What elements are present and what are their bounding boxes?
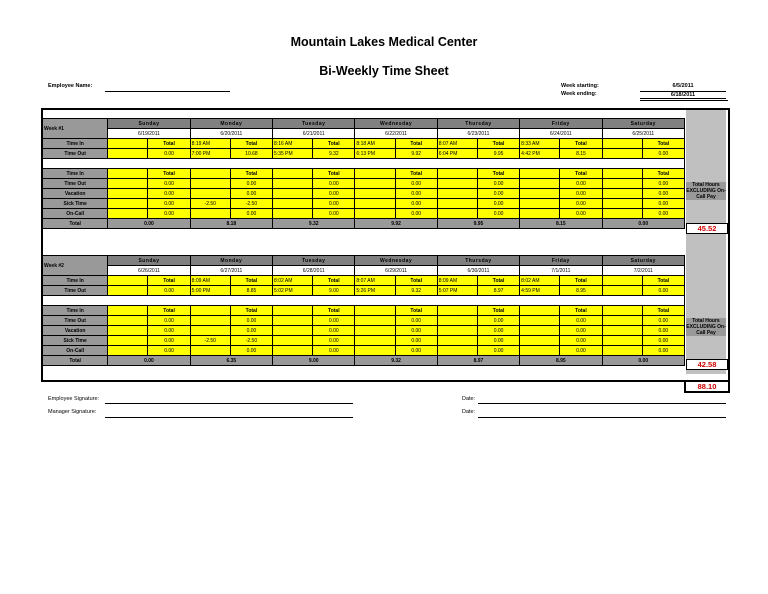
time-out-cell[interactable]: 5:26 PM — [355, 286, 395, 296]
sick-input-cell[interactable] — [108, 336, 148, 346]
sick-input-cell[interactable] — [602, 336, 642, 346]
oncall-input-cell[interactable] — [273, 346, 313, 356]
shift-total-cell: 0.00 — [148, 149, 190, 159]
time-out-cell[interactable]: 5:02 PM — [273, 286, 313, 296]
out-total-cell: 0.00 — [642, 179, 684, 189]
time-in-cell[interactable]: 8:19 AM — [190, 139, 230, 149]
day-total-cell: 9.92 — [355, 219, 437, 229]
day-date: 6/29/2011 — [355, 266, 437, 276]
out-input-cell[interactable] — [273, 316, 313, 326]
day-date: 6/28/2011 — [273, 266, 355, 276]
vacation-total-cell: 0.00 — [477, 189, 519, 199]
out-total-cell: 0.00 — [395, 316, 437, 326]
day-name: Wednesday — [355, 256, 437, 266]
row-label-total: Total — [43, 219, 108, 229]
out-total-cell: 0.00 — [148, 316, 190, 326]
oncall-input-cell[interactable] — [108, 346, 148, 356]
time-in-2-cell[interactable] — [355, 306, 395, 316]
time-in-2-cell[interactable] — [520, 169, 560, 179]
vacation-input-cell[interactable] — [190, 326, 230, 336]
time-out-cell[interactable] — [108, 286, 148, 296]
sick-input-cell[interactable] — [602, 199, 642, 209]
out-total-cell: 0.00 — [477, 179, 519, 189]
vacation-total-cell: 0.00 — [313, 189, 355, 199]
time-in-2-cell[interactable] — [355, 169, 395, 179]
shift-total-cell: 8.95 — [560, 286, 602, 296]
day-name: Thursday — [437, 256, 519, 266]
total-header-cell: Total — [148, 139, 190, 149]
week2-side-note: Total Hours EXCLUDING On-Call Pay — [686, 318, 726, 336]
sick-total-cell: 0.00 — [477, 336, 519, 346]
total-header-cell: Total — [560, 306, 602, 316]
time-out-cell[interactable]: 4:59 PM — [520, 286, 560, 296]
week-ending-value[interactable]: 6/18/2011 — [640, 91, 726, 99]
employee-date-line[interactable] — [478, 403, 726, 404]
day-date: 6/26/2011 — [108, 266, 190, 276]
vacation-total-cell: 0.00 — [642, 189, 684, 199]
day-total-cell: 6.35 — [190, 356, 272, 366]
vacation-input-cell[interactable] — [437, 189, 477, 199]
shift-total-cell: 8.97 — [477, 286, 519, 296]
total-header-cell: Total — [395, 169, 437, 179]
row-label-time-out: Time Out — [43, 149, 108, 159]
oncall-total-cell: 0.00 — [230, 209, 272, 219]
page-title: Mountain Lakes Medical Center — [290, 35, 478, 49]
vacation-total-cell: 0.00 — [395, 326, 437, 336]
day-date: 6/27/2011 — [190, 266, 272, 276]
sick-total-cell: 0.00 — [313, 336, 355, 346]
total-header-cell: Total — [560, 169, 602, 179]
time-in-cell[interactable]: 8:07 AM — [355, 276, 395, 286]
separator — [43, 296, 685, 306]
sick-total-cell: 0.00 — [642, 336, 684, 346]
total-header-cell: Total — [642, 306, 684, 316]
vacation-input-cell[interactable] — [437, 326, 477, 336]
vacation-total-cell: 0.00 — [395, 189, 437, 199]
sick-total-cell: 0.00 — [148, 199, 190, 209]
total-header-cell: Total — [477, 139, 519, 149]
out-input-cell[interactable] — [273, 179, 313, 189]
row-label-time-out-2: Time Out — [43, 179, 108, 189]
vacation-input-cell[interactable] — [190, 189, 230, 199]
vacation-total-cell: 0.00 — [477, 326, 519, 336]
shift-total-cell: 0.00 — [148, 286, 190, 296]
oncall-total-cell: 0.00 — [560, 346, 602, 356]
oncall-input-cell[interactable] — [437, 346, 477, 356]
total-header-cell: Total — [313, 169, 355, 179]
oncall-total-cell: 0.00 — [313, 346, 355, 356]
week-starting-label: Week starting: — [561, 83, 599, 89]
day-total-cell: 9.00 — [273, 356, 355, 366]
row-label-time-in: Time In — [43, 276, 108, 286]
day-total-cell: 9.95 — [437, 219, 519, 229]
time-out-cell[interactable]: 7:00 PM — [190, 149, 230, 159]
out-input-cell[interactable] — [108, 316, 148, 326]
vacation-input-cell[interactable] — [273, 326, 313, 336]
vacation-input-cell[interactable] — [520, 189, 560, 199]
total-header-cell: Total — [560, 276, 602, 286]
sick-total-cell: 0.00 — [642, 199, 684, 209]
out-input-cell[interactable] — [602, 179, 642, 189]
time-in-cell[interactable]: 8:33 AM — [520, 139, 560, 149]
day-name: Saturday — [602, 256, 684, 266]
day-total-cell: 8.15 — [520, 219, 602, 229]
vacation-total-cell: 0.00 — [230, 326, 272, 336]
vacation-total-cell: 0.00 — [642, 326, 684, 336]
day-date: 6/25/2011 — [602, 129, 684, 139]
vacation-input-cell[interactable] — [355, 189, 395, 199]
time-in-cell[interactable] — [108, 276, 148, 286]
time-in-cell[interactable]: 8:09 AM — [437, 276, 477, 286]
out-total-cell: 0.00 — [148, 179, 190, 189]
time-in-2-cell[interactable] — [190, 306, 230, 316]
total-header-cell: Total — [148, 169, 190, 179]
day-name: Monday — [190, 256, 272, 266]
shift-total-cell: 8.85 — [230, 286, 272, 296]
sick-total-cell: 0.00 — [560, 199, 602, 209]
out-input-cell[interactable] — [355, 179, 395, 189]
oncall-input-cell[interactable] — [602, 209, 642, 219]
time-in-2-cell[interactable] — [190, 169, 230, 179]
time-in-cell[interactable] — [108, 139, 148, 149]
day-date: 6/20/2011 — [190, 129, 272, 139]
sick-total-cell: 0.00 — [395, 336, 437, 346]
day-total-cell: 0.00 — [602, 219, 684, 229]
oncall-total-cell: 0.00 — [148, 209, 190, 219]
sick-input-cell[interactable] — [273, 336, 313, 346]
time-in-cell[interactable] — [602, 276, 642, 286]
manager-signature-line[interactable] — [105, 417, 353, 418]
sick-input-cell[interactable] — [355, 336, 395, 346]
time-out-cell[interactable] — [602, 286, 642, 296]
vacation-total-cell: 0.00 — [560, 326, 602, 336]
oncall-input-cell[interactable] — [108, 209, 148, 219]
row-label-on-call: On-Call — [43, 209, 108, 219]
day-total-cell: 8.97 — [437, 356, 519, 366]
out-input-cell[interactable] — [108, 179, 148, 189]
time-in-2-cell[interactable] — [520, 306, 560, 316]
total-header-cell: Total — [230, 276, 272, 286]
sick-total-cell: 0.00 — [395, 199, 437, 209]
total-header-cell: Total — [642, 139, 684, 149]
time-in-cell[interactable]: 8:02 AM — [520, 276, 560, 286]
day-date: 7/1/2011 — [520, 266, 602, 276]
vacation-input-cell[interactable] — [273, 189, 313, 199]
shift-total-cell: 9.95 — [477, 149, 519, 159]
vacation-input-cell[interactable] — [602, 326, 642, 336]
week-ending-label: Week ending: — [561, 91, 597, 97]
day-date: 6/22/2011 — [355, 129, 437, 139]
week1-total: 45.52 — [686, 223, 728, 234]
oncall-total-cell: 0.00 — [642, 209, 684, 219]
day-total-cell: 9.32 — [355, 356, 437, 366]
day-name: Tuesday — [273, 256, 355, 266]
day-name: Saturday — [602, 119, 684, 129]
total-header-cell: Total — [313, 139, 355, 149]
out-input-cell[interactable] — [437, 179, 477, 189]
time-out-cell[interactable]: 4:42 PM — [520, 149, 560, 159]
out-input-cell[interactable] — [437, 316, 477, 326]
total-header-cell: Total — [477, 169, 519, 179]
sick-input-cell[interactable] — [520, 336, 560, 346]
day-date: 6/30/2011 — [437, 266, 519, 276]
oncall-input-cell[interactable] — [520, 346, 560, 356]
shift-total-cell: 9.32 — [395, 286, 437, 296]
time-in-2-cell[interactable] — [437, 169, 477, 179]
time-out-cell[interactable]: 5:35 PM — [273, 149, 313, 159]
row-label-time-out-2: Time Out — [43, 316, 108, 326]
time-out-cell[interactable]: 6:13 PM — [355, 149, 395, 159]
total-header-cell: Total — [395, 306, 437, 316]
employee-name-label: Employee Name: — [48, 83, 93, 89]
grand-total: 88.10 — [684, 380, 730, 393]
sick-total-cell: -2.50 — [230, 199, 272, 209]
vacation-input-cell[interactable] — [108, 189, 148, 199]
sick-input-cell[interactable] — [437, 336, 477, 346]
sick-input-cell[interactable] — [355, 199, 395, 209]
row-label-time-in-2: Time In — [43, 306, 108, 316]
day-date: 6/19/2011 — [108, 129, 190, 139]
oncall-total-cell: 0.00 — [560, 209, 602, 219]
oncall-input-cell[interactable] — [273, 209, 313, 219]
total-header-cell: Total — [395, 139, 437, 149]
total-header-cell: Total — [477, 276, 519, 286]
out-total-cell: 0.00 — [313, 316, 355, 326]
shift-total-cell: 0.00 — [642, 149, 684, 159]
day-date: 6/24/2011 — [520, 129, 602, 139]
employee-signature-line[interactable] — [105, 403, 353, 404]
time-in-2-cell[interactable] — [108, 306, 148, 316]
day-name: Friday — [520, 119, 602, 129]
row-label-total: Total — [43, 356, 108, 366]
week-ending-underline — [640, 100, 728, 101]
day-name: Tuesday — [273, 119, 355, 129]
oncall-input-cell[interactable] — [355, 209, 395, 219]
vacation-total-cell: 0.00 — [148, 189, 190, 199]
shift-total-cell: 9.32 — [313, 149, 355, 159]
day-total-cell: 0.00 — [108, 356, 190, 366]
page-subtitle: Bi-Weekly Time Sheet — [319, 64, 449, 78]
day-total-cell: 0.00 — [108, 219, 190, 229]
oncall-total-cell: 0.00 — [395, 209, 437, 219]
out-input-cell[interactable] — [520, 316, 560, 326]
week2-total: 42.58 — [686, 359, 728, 370]
out-total-cell: 0.00 — [230, 316, 272, 326]
out-total-cell: 0.00 — [477, 316, 519, 326]
day-total-cell: 0.00 — [602, 356, 684, 366]
vacation-input-cell[interactable] — [602, 189, 642, 199]
sick-input-cell[interactable]: -2.50 — [190, 199, 230, 209]
employee-date-label: Date: — [462, 396, 476, 402]
row-label-vacation: Vacation — [43, 326, 108, 336]
time-in-2-cell[interactable] — [273, 306, 313, 316]
row-label-vacation: Vacation — [43, 189, 108, 199]
time-in-cell[interactable]: 8:16 AM — [273, 139, 313, 149]
day-total-cell: 8.18 — [190, 219, 272, 229]
manager-signature-label: Manager Signature: — [48, 409, 97, 415]
week-label: Week #2 — [43, 256, 108, 276]
total-header-cell: Total — [148, 306, 190, 316]
total-header-cell: Total — [313, 276, 355, 286]
out-input-cell[interactable] — [190, 316, 230, 326]
vacation-input-cell[interactable] — [355, 326, 395, 336]
week1-side-note: Total Hours EXCLUDING On-Call Pay — [686, 182, 726, 200]
oncall-input-cell[interactable] — [437, 209, 477, 219]
time-in-cell[interactable] — [602, 139, 642, 149]
week-label: Week #1 — [43, 119, 108, 139]
employee-name-field[interactable] — [105, 83, 230, 92]
time-in-2-cell[interactable] — [273, 169, 313, 179]
day-date: 7/2/2011 — [602, 266, 684, 276]
vacation-input-cell[interactable] — [520, 326, 560, 336]
row-label-sick-time: Sick Time — [43, 199, 108, 209]
total-header-cell: Total — [313, 306, 355, 316]
sick-total-cell: 0.00 — [313, 199, 355, 209]
shift-total-cell: 9.92 — [395, 149, 437, 159]
oncall-total-cell: 0.00 — [477, 209, 519, 219]
separator — [43, 159, 685, 169]
vacation-total-cell: 0.00 — [230, 189, 272, 199]
oncall-total-cell: 0.00 — [477, 346, 519, 356]
out-total-cell: 0.00 — [560, 316, 602, 326]
out-input-cell[interactable] — [602, 316, 642, 326]
sick-input-cell[interactable] — [437, 199, 477, 209]
oncall-total-cell: 0.00 — [148, 346, 190, 356]
time-in-cell[interactable]: 8:07 AM — [437, 139, 477, 149]
out-total-cell: 0.00 — [313, 179, 355, 189]
day-name: Sunday — [108, 119, 190, 129]
day-date: 6/23/2011 — [437, 129, 519, 139]
time-in-cell[interactable]: 8:18 AM — [355, 139, 395, 149]
time-out-cell[interactable]: 6:04 PM — [437, 149, 477, 159]
vacation-total-cell: 0.00 — [148, 326, 190, 336]
vacation-total-cell: 0.00 — [313, 326, 355, 336]
day-total-cell: 8.95 — [520, 356, 602, 366]
total-header-cell: Total — [642, 276, 684, 286]
time-in-2-cell[interactable] — [602, 169, 642, 179]
sick-total-cell: 0.00 — [477, 199, 519, 209]
time-in-cell[interactable]: 8:02 AM — [273, 276, 313, 286]
total-header-cell: Total — [230, 139, 272, 149]
oncall-input-cell[interactable] — [355, 346, 395, 356]
oncall-total-cell: 0.00 — [395, 346, 437, 356]
total-header-cell: Total — [148, 276, 190, 286]
oncall-total-cell: 0.00 — [313, 209, 355, 219]
day-name: Monday — [190, 119, 272, 129]
time-in-2-cell[interactable] — [602, 306, 642, 316]
oncall-input-cell[interactable] — [190, 209, 230, 219]
row-label-sick-time: Sick Time — [43, 336, 108, 346]
oncall-input-cell[interactable] — [520, 209, 560, 219]
total-header-cell: Total — [477, 306, 519, 316]
out-total-cell: 0.00 — [230, 179, 272, 189]
week2-table — [42, 255, 685, 366]
out-total-cell: 0.00 — [560, 179, 602, 189]
sick-input-cell[interactable] — [520, 199, 560, 209]
total-header-cell: Total — [230, 169, 272, 179]
time-in-2-cell[interactable] — [108, 169, 148, 179]
time-out-cell[interactable]: 5:00 PM — [190, 286, 230, 296]
manager-date-line[interactable] — [478, 417, 726, 418]
row-label-time-in: Time In — [43, 139, 108, 149]
shift-total-cell: 0.00 — [642, 286, 684, 296]
manager-date-label: Date: — [462, 409, 476, 415]
out-input-cell[interactable] — [355, 316, 395, 326]
out-total-cell: 0.00 — [642, 316, 684, 326]
sick-total-cell: -2.50 — [230, 336, 272, 346]
week1-table — [42, 118, 685, 229]
vacation-total-cell: 0.00 — [560, 189, 602, 199]
time-in-cell[interactable]: 8:09 AM — [190, 276, 230, 286]
time-out-cell[interactable] — [602, 149, 642, 159]
total-header-cell: Total — [395, 276, 437, 286]
day-name: Thursday — [437, 119, 519, 129]
oncall-input-cell[interactable] — [190, 346, 230, 356]
time-in-2-cell[interactable] — [437, 306, 477, 316]
total-header-cell: Total — [642, 169, 684, 179]
out-input-cell[interactable] — [190, 179, 230, 189]
sick-input-cell[interactable] — [273, 199, 313, 209]
oncall-total-cell: 0.00 — [230, 346, 272, 356]
sick-input-cell[interactable]: -2.50 — [190, 336, 230, 346]
total-header-cell: Total — [230, 306, 272, 316]
row-label-time-in-2: Time In — [43, 169, 108, 179]
sick-total-cell: 0.00 — [148, 336, 190, 346]
oncall-input-cell[interactable] — [602, 346, 642, 356]
day-name: Wednesday — [355, 119, 437, 129]
day-date: 6/21/2011 — [273, 129, 355, 139]
shift-total-cell: 10.68 — [230, 149, 272, 159]
row-label-on-call: On-Call — [43, 346, 108, 356]
day-name: Friday — [520, 256, 602, 266]
day-name: Sunday — [108, 256, 190, 266]
shift-total-cell: 8.15 — [560, 149, 602, 159]
time-out-cell[interactable] — [108, 149, 148, 159]
shift-total-cell: 9.00 — [313, 286, 355, 296]
vacation-input-cell[interactable] — [108, 326, 148, 336]
row-label-time-out: Time Out — [43, 286, 108, 296]
sick-total-cell: 0.00 — [560, 336, 602, 346]
out-input-cell[interactable] — [520, 179, 560, 189]
week-starting-value[interactable]: 6/5/2011 — [672, 83, 694, 89]
employee-signature-label: Employee Signature: — [48, 396, 100, 402]
day-total-cell: 9.32 — [273, 219, 355, 229]
sick-input-cell[interactable] — [108, 199, 148, 209]
oncall-total-cell: 0.00 — [642, 346, 684, 356]
out-total-cell: 0.00 — [395, 179, 437, 189]
time-out-cell[interactable]: 5:07 PM — [437, 286, 477, 296]
total-header-cell: Total — [560, 139, 602, 149]
